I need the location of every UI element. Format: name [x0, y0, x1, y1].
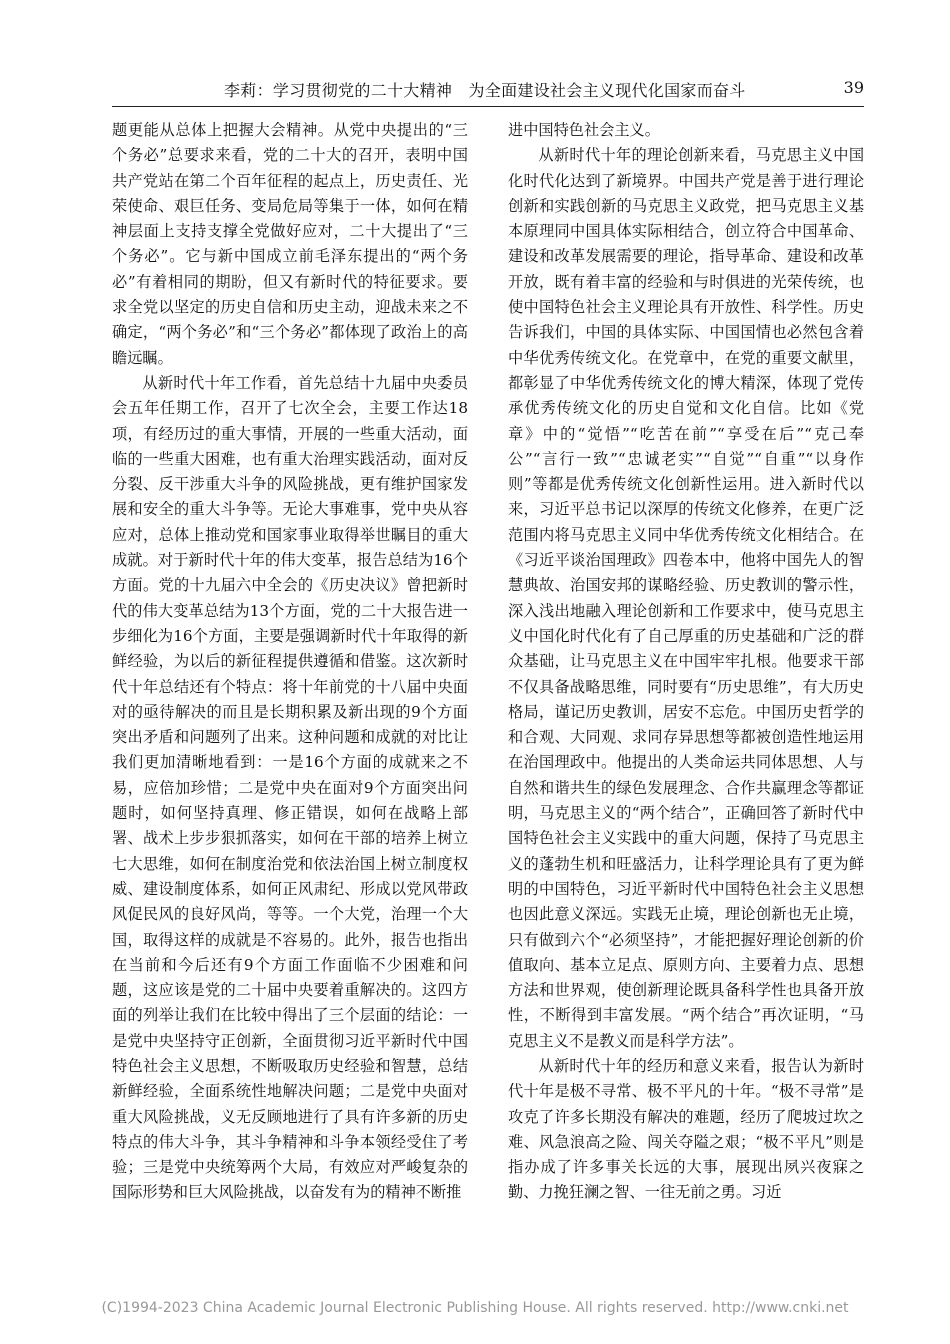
paragraph: 进中国特色社会主义。 — [508, 121, 660, 139]
paragraph: 从新时代十年工作看，首先总结十九届中央委员会五年任期工作，召开了七次全会，主要工作达18项，有经历过的重大事情，开展的一些重大活动，面临的一些重大困难，也有重大治理实践活动，面对反分裂、反干涉重大斗争的风险挑战，更有维护国家发展和安全的重大斗争等。无论大事难事，党中央从容应对，总体上推动党和国家事业取得举世瞩目的重大成就。对于新时代十年的伟大变革，报告总结为16个方面。党的十九届六中全会的《历史决议》曾把新时代的伟大变革总结为13个方面，党的二十大报告进一步细化为16个方面，主要是强调新时代十年取得的新鲜经验，为以后的新征程提供遵循和借鉴。这次新时代十年总结还有个特点：将十年前党的十八届中央面对的亟待解决的而且是长期积累及新出现的9个方面突出矛盾和问题列了出来。这种问题和成就的对比让我们更加清晰地看到：一是16个方面的成就来之不易，应倍加珍惜；二是党中央在面对9个方面突出问题时，如何坚持真理、修正错误，如何在战略上部署、战术上步步狠抓落实，如何在干部的培养上树立七大思维，如何在制度治党和依法治国上树立制度权威、建设制度体系，如何正风肃纪、形成以党风带政风促民风的良好风尚，等等。一个大党，治理一个大国，取得这样的成就是不容易的。此外，报告也指出在当前和今后还有9个方面工作面临不少困难和问题，这应该是党的二十届中央要着重解决的。这四方面的列举让我们在比较中得出了三个层面的结论：一是党中央坚持守正创新，全面贯彻习近平新时代中国特色社会主义思想，不断吸取历史经验和智慧，总结新鲜经验，全面系统性地解决问题；二是党中央面对重大风险挑战，义无反顾地进行了具有许多新的历史特点的伟大斗争，其斗争精神和斗争本领经受住了考验；三是党中央统筹两个大局，有效应对严峻复杂的国际形势和巨大风险挑战，以奋发有为的精神不断推 — [112, 373, 468, 1202]
paragraph: 从新时代十年的经历和意义来看，报告认为新时代十年是极不寻常、极不平凡的十年。“极不寻常”是攻克了许多长期没有解决的难题，经历了爬坡过坎之难、风急浪高之险、闯关夺隘之艰；“极不平凡”则是指办成了许多事关长远的大事，展现出夙兴夜寐之勤、力挽狂澜之智、一往无前之勇。习近 — [508, 1056, 864, 1202]
right-column — [508, 118, 864, 1206]
paragraph: 题更能从总体上把握大会精神。从党中央提出的“三个务必”总要求来看，党的二十大的召开，表明中国共产党站在第二个百年征程的起点上，历史责任、光荣使命、艰巨任务、变局危局等集于一体，如何在精神层面上支持支撑全党做好应对，二十大提出了“三个务必”。它与新中国成立前毛泽东提出的“两个务必”有着相同的期盼，但又有新时代的特征要求。要求全党以坚定的历史自信和历史主动，迎战未来之不确定，“两个务必”和“三个务必”都体现了政治上的高瞻远瞩。 — [112, 121, 468, 367]
copyright-footer: (C)1994-2023 China Academic Journal Electronic Publishing House. All rights reserved. http://www.cnki.net — [101, 1300, 849, 1316]
header-rule — [112, 106, 864, 107]
page-number: 39 — [843, 78, 864, 97]
paragraph: 从新时代十年的理论创新来看，马克思主义中国化时代化达到了新境界。中国共产党是善于进行理论创新和实践创新的马克思主义政党，把马克思主义基本原理同中国具体实际相结合，创立符合中国革命、建设和改革发展需要的理论，指导革命、建设和改革开放，既有着丰富的经验和与时俱进的光荣传统，也使中国特色社会主义理论具有开放性、科学性。历史告诉我们，中国的具体实际、中国国情也必然包含着中华优秀传统文化。在党章中，在党的重要文献里，都彰显了中华优秀传统文化的博大精深，体现了党传承优秀传统文化的历史自觉和文化自信。比如《党章》中的“觉悟”“吃苦在前”“享受在后”“克己奉公”“言行一致”“忠诚老实”“自觉”“自重”“以身作则”等都是优秀传统文化创新性运用。进入新时代以来，习近平总书记以深厚的传统文化修养，在更广泛范围内将马克思主义同中华优秀传统文化相结合。在《习近平谈治国理政》四卷本中，他将中国先人的智慧典故、治国安邦的谋略经验、历史教训的警示性，深入浅出地融入理论创新和工作要求中，使马克思主义中国化时代化有了自己厚重的历史基础和广泛的群众基础，让马克思主义在中国牢牢扎根。他要求干部不仅具备战略思维，同时要有“历史思维”，有大历史格局，谨记历史教训，居安不忘危。中国历史哲学的和合观、大同观、求同存异思想等都被创造性地运用在治国理政中。他提出的人类命运共同体思想、人与自然和谐共生的绿色发展理念、合作共赢理念等都证明，马克思主义的“两个结合”，正确回答了新时代中国特色社会主义实践中的重大问题，保持了马克思主义的蓬勃生机和旺盛活力，让科学理论具有了更为鲜明的中国特色，习近平新时代中国特色社会主义思想也因此意义深远。实践无止境，理论创新也无止境，只有做到六个“必须坚持”，才能把握好理论创新的价值取向、基本立足点、原则方向、主要着力点、思想方法和世界观，使创新理论既具备科学性也具备开放性，不断得到丰富发展。“两个结合”再次证明，“马克思主义不是教义而是科学方法”。 — [508, 146, 864, 1050]
header-title: 李莉：学习贯彻党的二十大精神 为全面建设社会主义现代化国家而奋斗 — [224, 81, 746, 100]
running-header — [112, 78, 864, 108]
left-column — [112, 118, 468, 1206]
